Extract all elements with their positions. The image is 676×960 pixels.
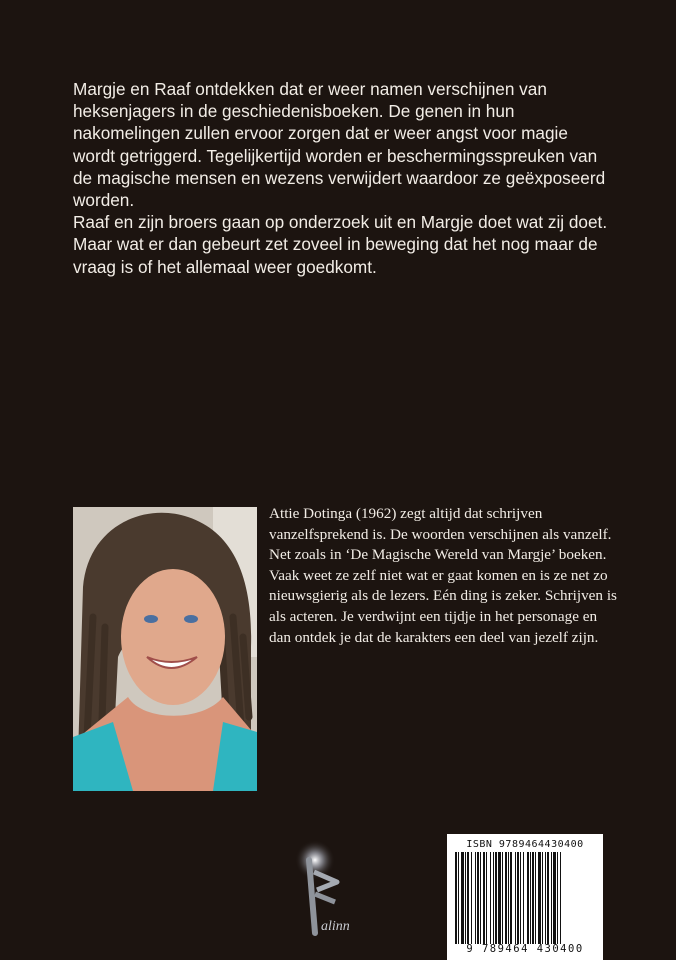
isbn-label: ISBN 9789464430400 — [466, 839, 584, 850]
blurb-paragraph-2: Raaf en zijn broers gaan op onderzoek uit en Margje doet wat zij doet. Maar wat er dan gebeurt zet zoveel in beweging dat het nog maar de vraag is of het allemaal weer goedkomt. — [73, 212, 608, 277]
isbn-digits: 9 789464 430400 — [466, 943, 584, 955]
isbn-barcode — [447, 834, 603, 960]
author-bio-text: Attie Dotinga (1962) zegt altijd dat schrijven vanzelfsprekend is. De woorden verschijnen als vanzelf. Net zoals in ‘De Magische Wereld van Margje’ boeken. Vaak weet ze zelf niet wat er gaat komen en is ze net zo nieuwsgierig als de lezers. Eén ding is zeker. Schrijven is als acteren. Je verdwijnt een tijdje in het personage en dan ontdek je dat de karakters een deel van jezelf zijn. — [269, 505, 617, 646]
publisher-name: alinn — [321, 919, 350, 934]
blurb-paragraph-1: Margje en Raaf ontdekken dat er weer namen verschijnen van heksenjagers in de geschiedenisboeken. De genen in hun nakomelingen zullen ervoor zorgen dat er weer angst voor magie wordt getriggerd. Tegelijkertijd worden er beschermingsspreuken van de magische mensen en wezens verwijdert waardoor ze geëxposeerd worden. — [73, 79, 606, 211]
author-bio — [269, 504, 619, 648]
author-photo — [73, 507, 257, 791]
barcode-bars — [455, 852, 595, 944]
author-portrait-illustration — [73, 507, 257, 791]
publisher-rune-icon — [285, 838, 375, 938]
back-cover-blurb — [73, 78, 613, 278]
publisher-logo — [285, 838, 375, 938]
